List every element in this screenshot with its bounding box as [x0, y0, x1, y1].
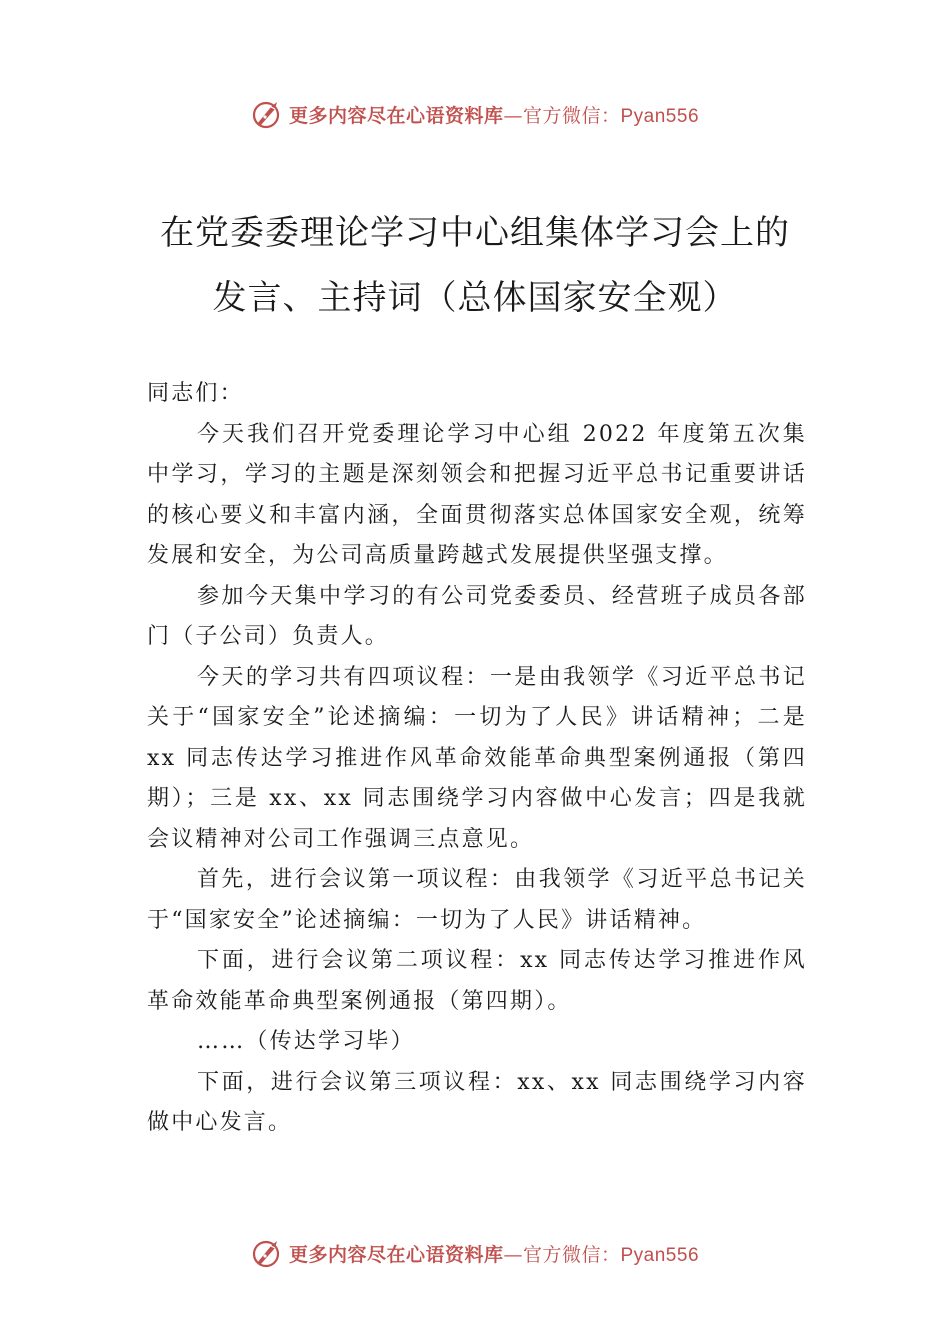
footer-brand: 更多内容尽在心语资料库 — [288, 1243, 504, 1266]
header-banner — [0, 94, 950, 134]
footer-wechat-id: Pyan556 — [620, 1244, 700, 1266]
header-wechat-id: Pyan556 — [620, 105, 700, 127]
paragraph: 下面，进行会议第二项议程：xx 同志传达学习推进作风革命效能革命典型案例通报（第四期）。 — [147, 948, 807, 1014]
paragraph: 今天我们召开党委理论学习中心组 2022 年度第五次集中学习，学习的主题是深刻领会和把握习近平总书记重要讲话的核心要义和丰富内涵，全面贯彻落实总体国家安全观，统筹发展和安全，为公司高质量跨越式发展提供坚强支撑。 — [147, 421, 807, 568]
header-brand: 更多内容尽在心语资料库 — [288, 104, 504, 127]
header-wechat-label: 官方微信： — [522, 104, 621, 127]
footer-banner-text — [289, 1240, 699, 1267]
paragraph: 今天的学习共有四项议程：一是由我领学《习近平总书记关于“国家安全”论述摘编：一切为了人民》讲话精神；二是 xx 同志传达学习推进作风革命效能革命典型案例通报（第四期）；三是 xx、xx 同志围绕学习内容做中心发言；四是我就会议精神对公司工作强调三点意见。 — [147, 664, 807, 852]
document-title-line1: 在党委委理论学习中心组集体学习会上的 — [160, 213, 790, 253]
document-title-line2: 发言、主持词（总体国家安全观） — [212, 278, 738, 318]
paragraph: 首先，进行会议第一项议程：由我领学《习近平总书记关于“国家安全”论述摘编：一切为了人民》讲话精神。 — [147, 867, 807, 933]
footer-wechat-label: 官方微信： — [522, 1243, 621, 1266]
document-body — [147, 374, 807, 1144]
pen-nib-logo-icon — [251, 98, 283, 130]
header-separator: — — [503, 104, 523, 127]
footer-separator: — — [503, 1243, 523, 1266]
paragraph: 参加今天集中学习的有公司党委委员、经营班子成员各部门（子公司）负责人。 — [147, 583, 807, 649]
paragraph: ……（传达学习毕） — [197, 1029, 415, 1054]
header-banner-text — [289, 101, 699, 128]
footer-banner — [0, 1233, 950, 1273]
paragraph: 下面，进行会议第三项议程：xx、xx 同志围绕学习内容做中心发言。 — [147, 1069, 807, 1135]
salutation: 同志们： — [147, 381, 244, 406]
pen-nib-logo-icon — [251, 1237, 283, 1269]
